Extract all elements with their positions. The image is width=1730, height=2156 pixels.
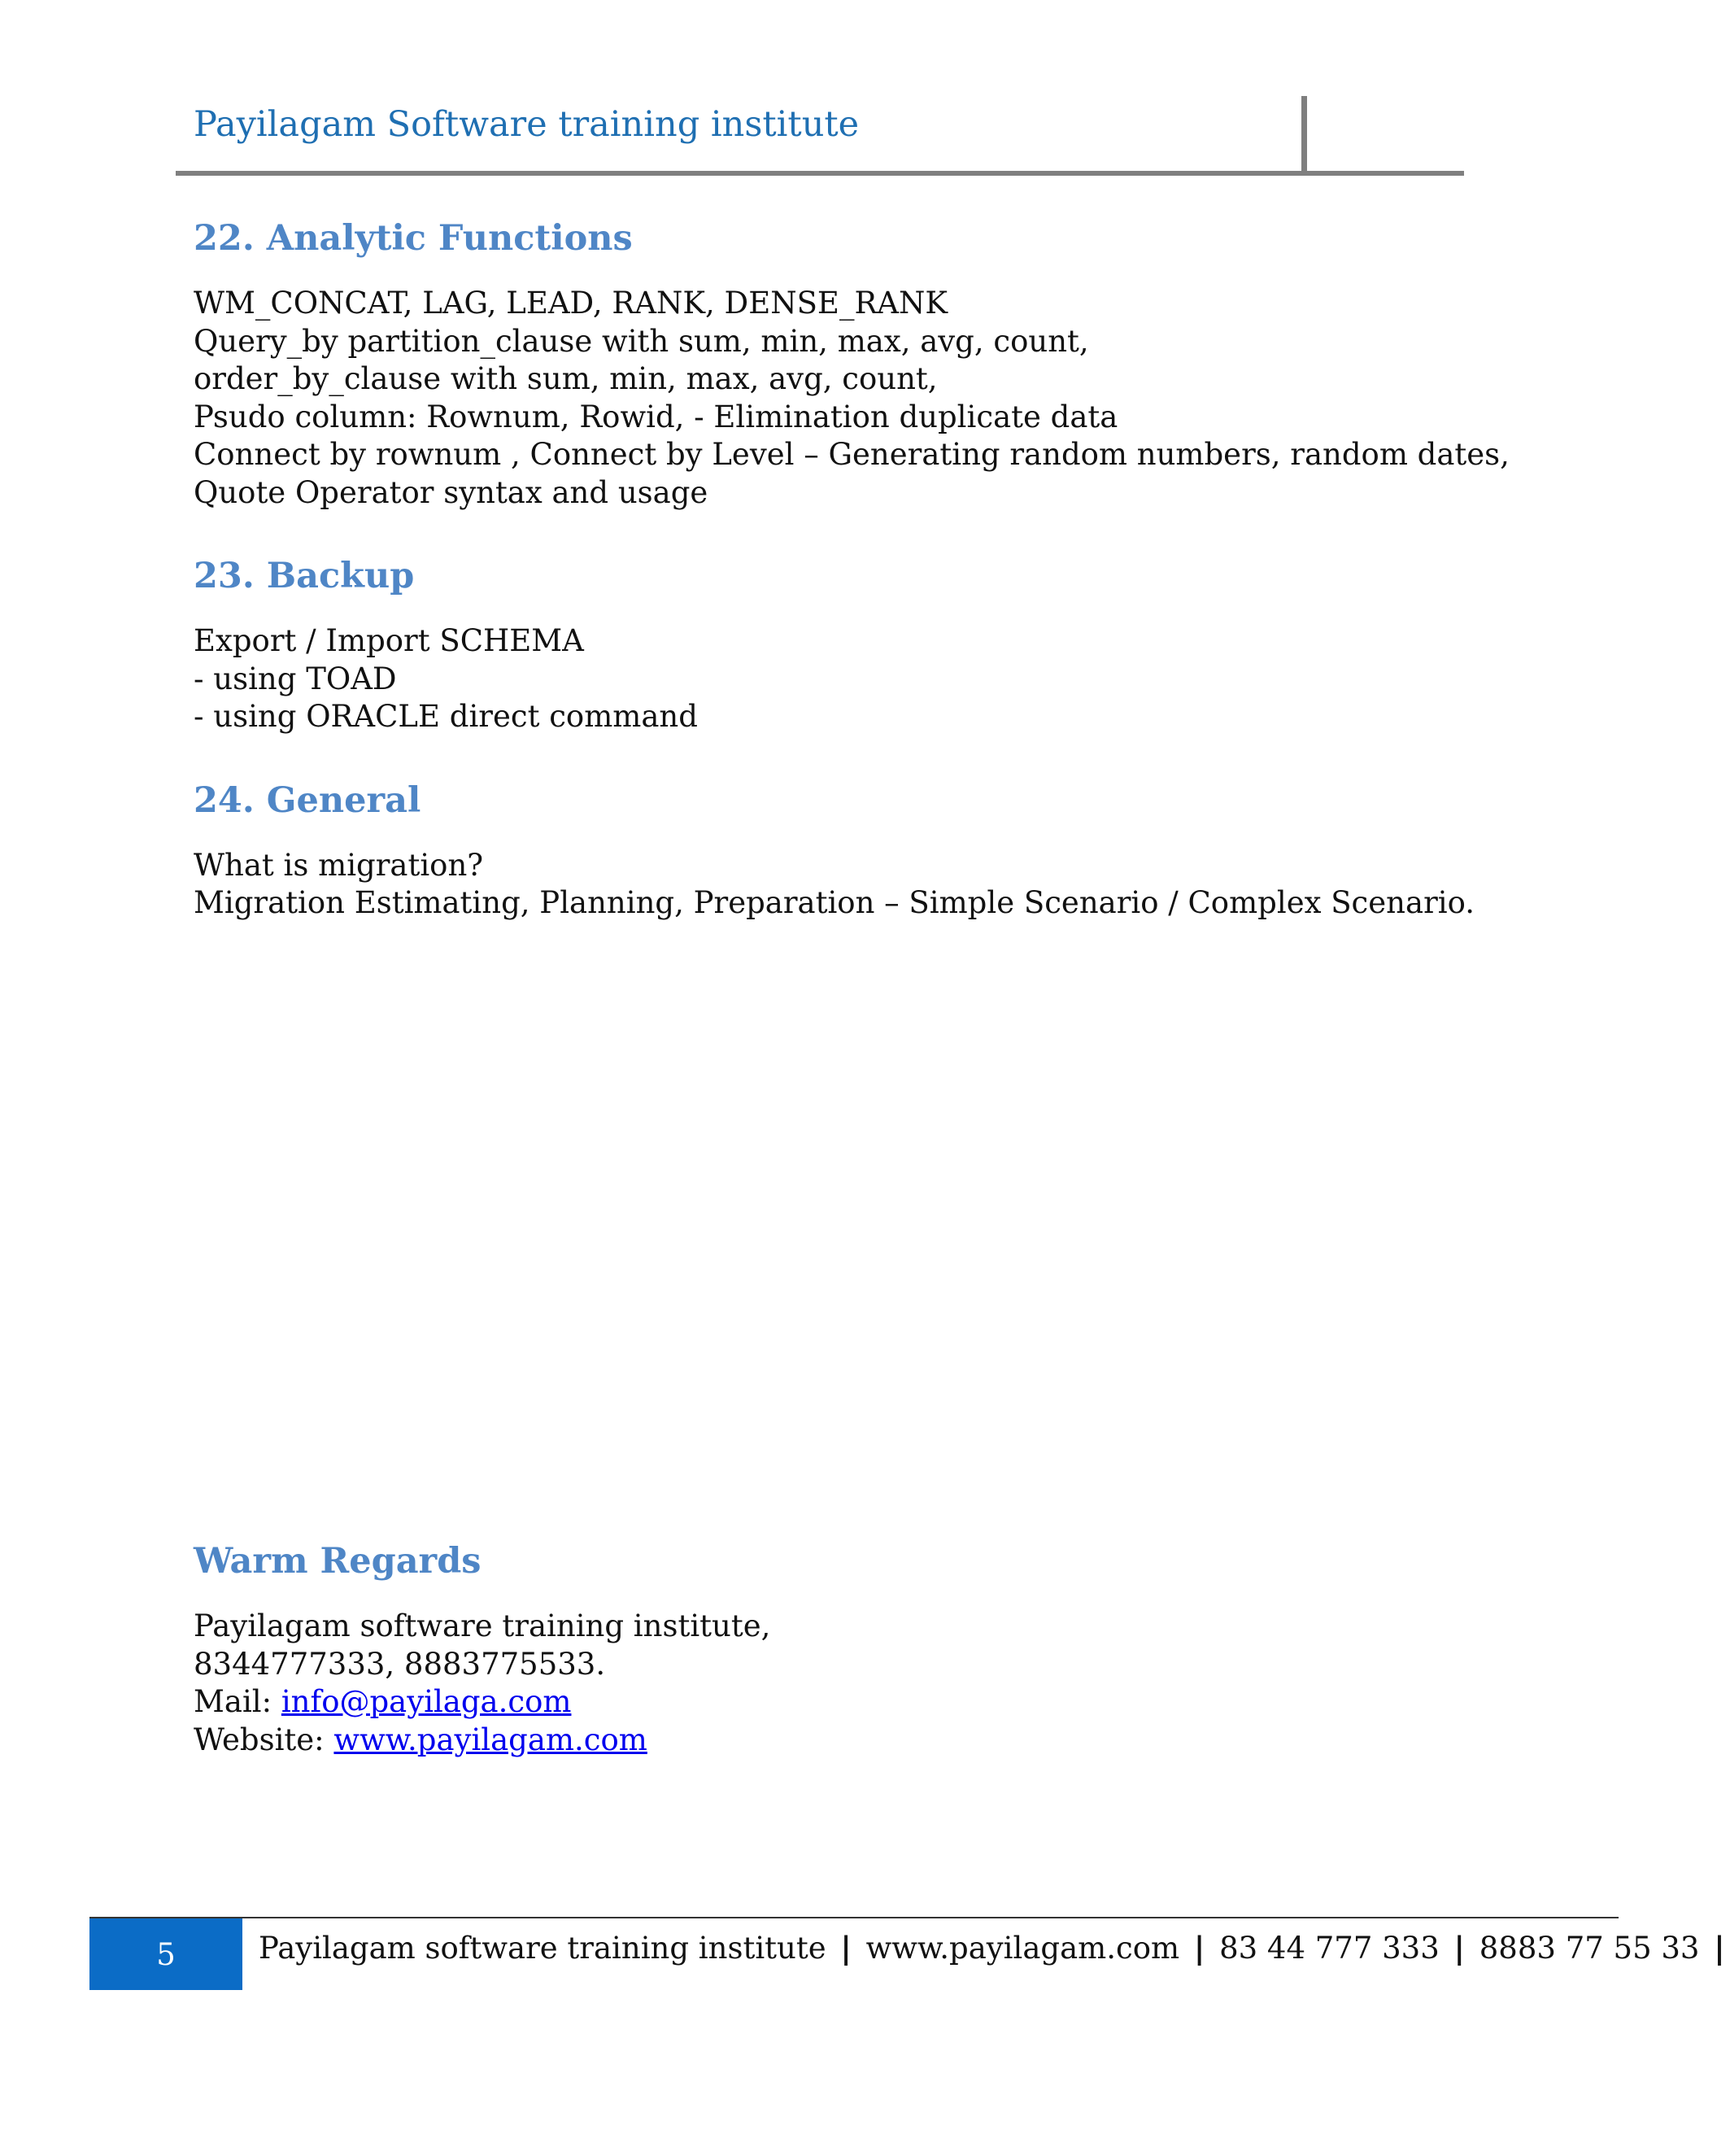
section-backup bbox=[194, 548, 1462, 736]
section-line: Quote Operator syntax and usage bbox=[194, 474, 708, 510]
footer-separator: | bbox=[1714, 1930, 1725, 1966]
section-spacer bbox=[194, 736, 1462, 772]
content-body bbox=[194, 210, 1510, 923]
website-link[interactable]: www.payilagam.com bbox=[333, 1722, 647, 1757]
section-line: - using ORACLE direct command bbox=[194, 699, 698, 734]
footer-separator: | bbox=[1453, 1930, 1465, 1966]
section-line: Export / Import SCHEMA bbox=[194, 623, 584, 658]
section-line: What is migration? bbox=[194, 847, 484, 883]
section-line: order_by_clause with sum, min, max, avg, count, bbox=[194, 361, 938, 396]
footer-phone-1: 83 44 777 333 bbox=[1219, 1931, 1440, 1966]
section-heading: 23. Backup bbox=[194, 556, 415, 596]
section-spacer bbox=[194, 512, 1462, 548]
footer-page-number: 5 bbox=[89, 1918, 242, 1990]
regards-phones: 8344777333, 8883775533. bbox=[194, 1646, 606, 1682]
section-line: Query_by partition_clause with sum, min, max, avg, count, bbox=[194, 323, 1089, 359]
footer-website: www.payilagam.com bbox=[865, 1931, 1180, 1966]
footer-separator: | bbox=[840, 1930, 852, 1966]
section-analytic-functions bbox=[194, 210, 1510, 512]
footer-phone-2: 8883 77 55 33 bbox=[1479, 1931, 1700, 1966]
section-line: - using TOAD bbox=[194, 661, 397, 696]
section-line: WM_CONCAT, LAG, LEAD, RANK, DENSE_RANK bbox=[194, 286, 948, 321]
section-line: Connect by rownum , Connect by Level – Generating random numbers, random dates, bbox=[194, 437, 1510, 472]
section-lines bbox=[194, 847, 1475, 923]
regards-mail bbox=[194, 1683, 1332, 1722]
header-vertical-divider bbox=[1301, 96, 1307, 174]
regards-heading: Warm Regards bbox=[194, 1541, 482, 1582]
mail-link[interactable]: info@payilaga.com bbox=[281, 1684, 572, 1719]
footer-rule bbox=[89, 1917, 1619, 1918]
section-line: Psudo column: Rownum, Rowid, - Elimination duplicate data bbox=[194, 399, 1118, 434]
footer-text bbox=[259, 1930, 1730, 1966]
section-lines bbox=[194, 622, 1462, 736]
header-rule bbox=[176, 171, 1464, 176]
section-lines bbox=[194, 285, 1510, 512]
mail-label: Mail: bbox=[194, 1684, 281, 1719]
website-label: Website: bbox=[194, 1722, 334, 1757]
section-heading: 22. Analytic Functions bbox=[194, 218, 633, 259]
section-general bbox=[194, 772, 1475, 923]
section-line: Migration Estimating, Planning, Preparation – Simple Scenario / Complex Scenario. bbox=[194, 885, 1475, 920]
section-heading: 24. General bbox=[194, 779, 421, 821]
regards-website bbox=[194, 1722, 1332, 1760]
footer-org: Payilagam software training institute bbox=[259, 1931, 826, 1966]
footer-separator: | bbox=[1193, 1930, 1205, 1966]
regards-org: Payilagam software training institute, bbox=[194, 1608, 771, 1643]
header-title: Payilagam Software training institute bbox=[194, 104, 860, 145]
regards-block bbox=[194, 1533, 1332, 1759]
